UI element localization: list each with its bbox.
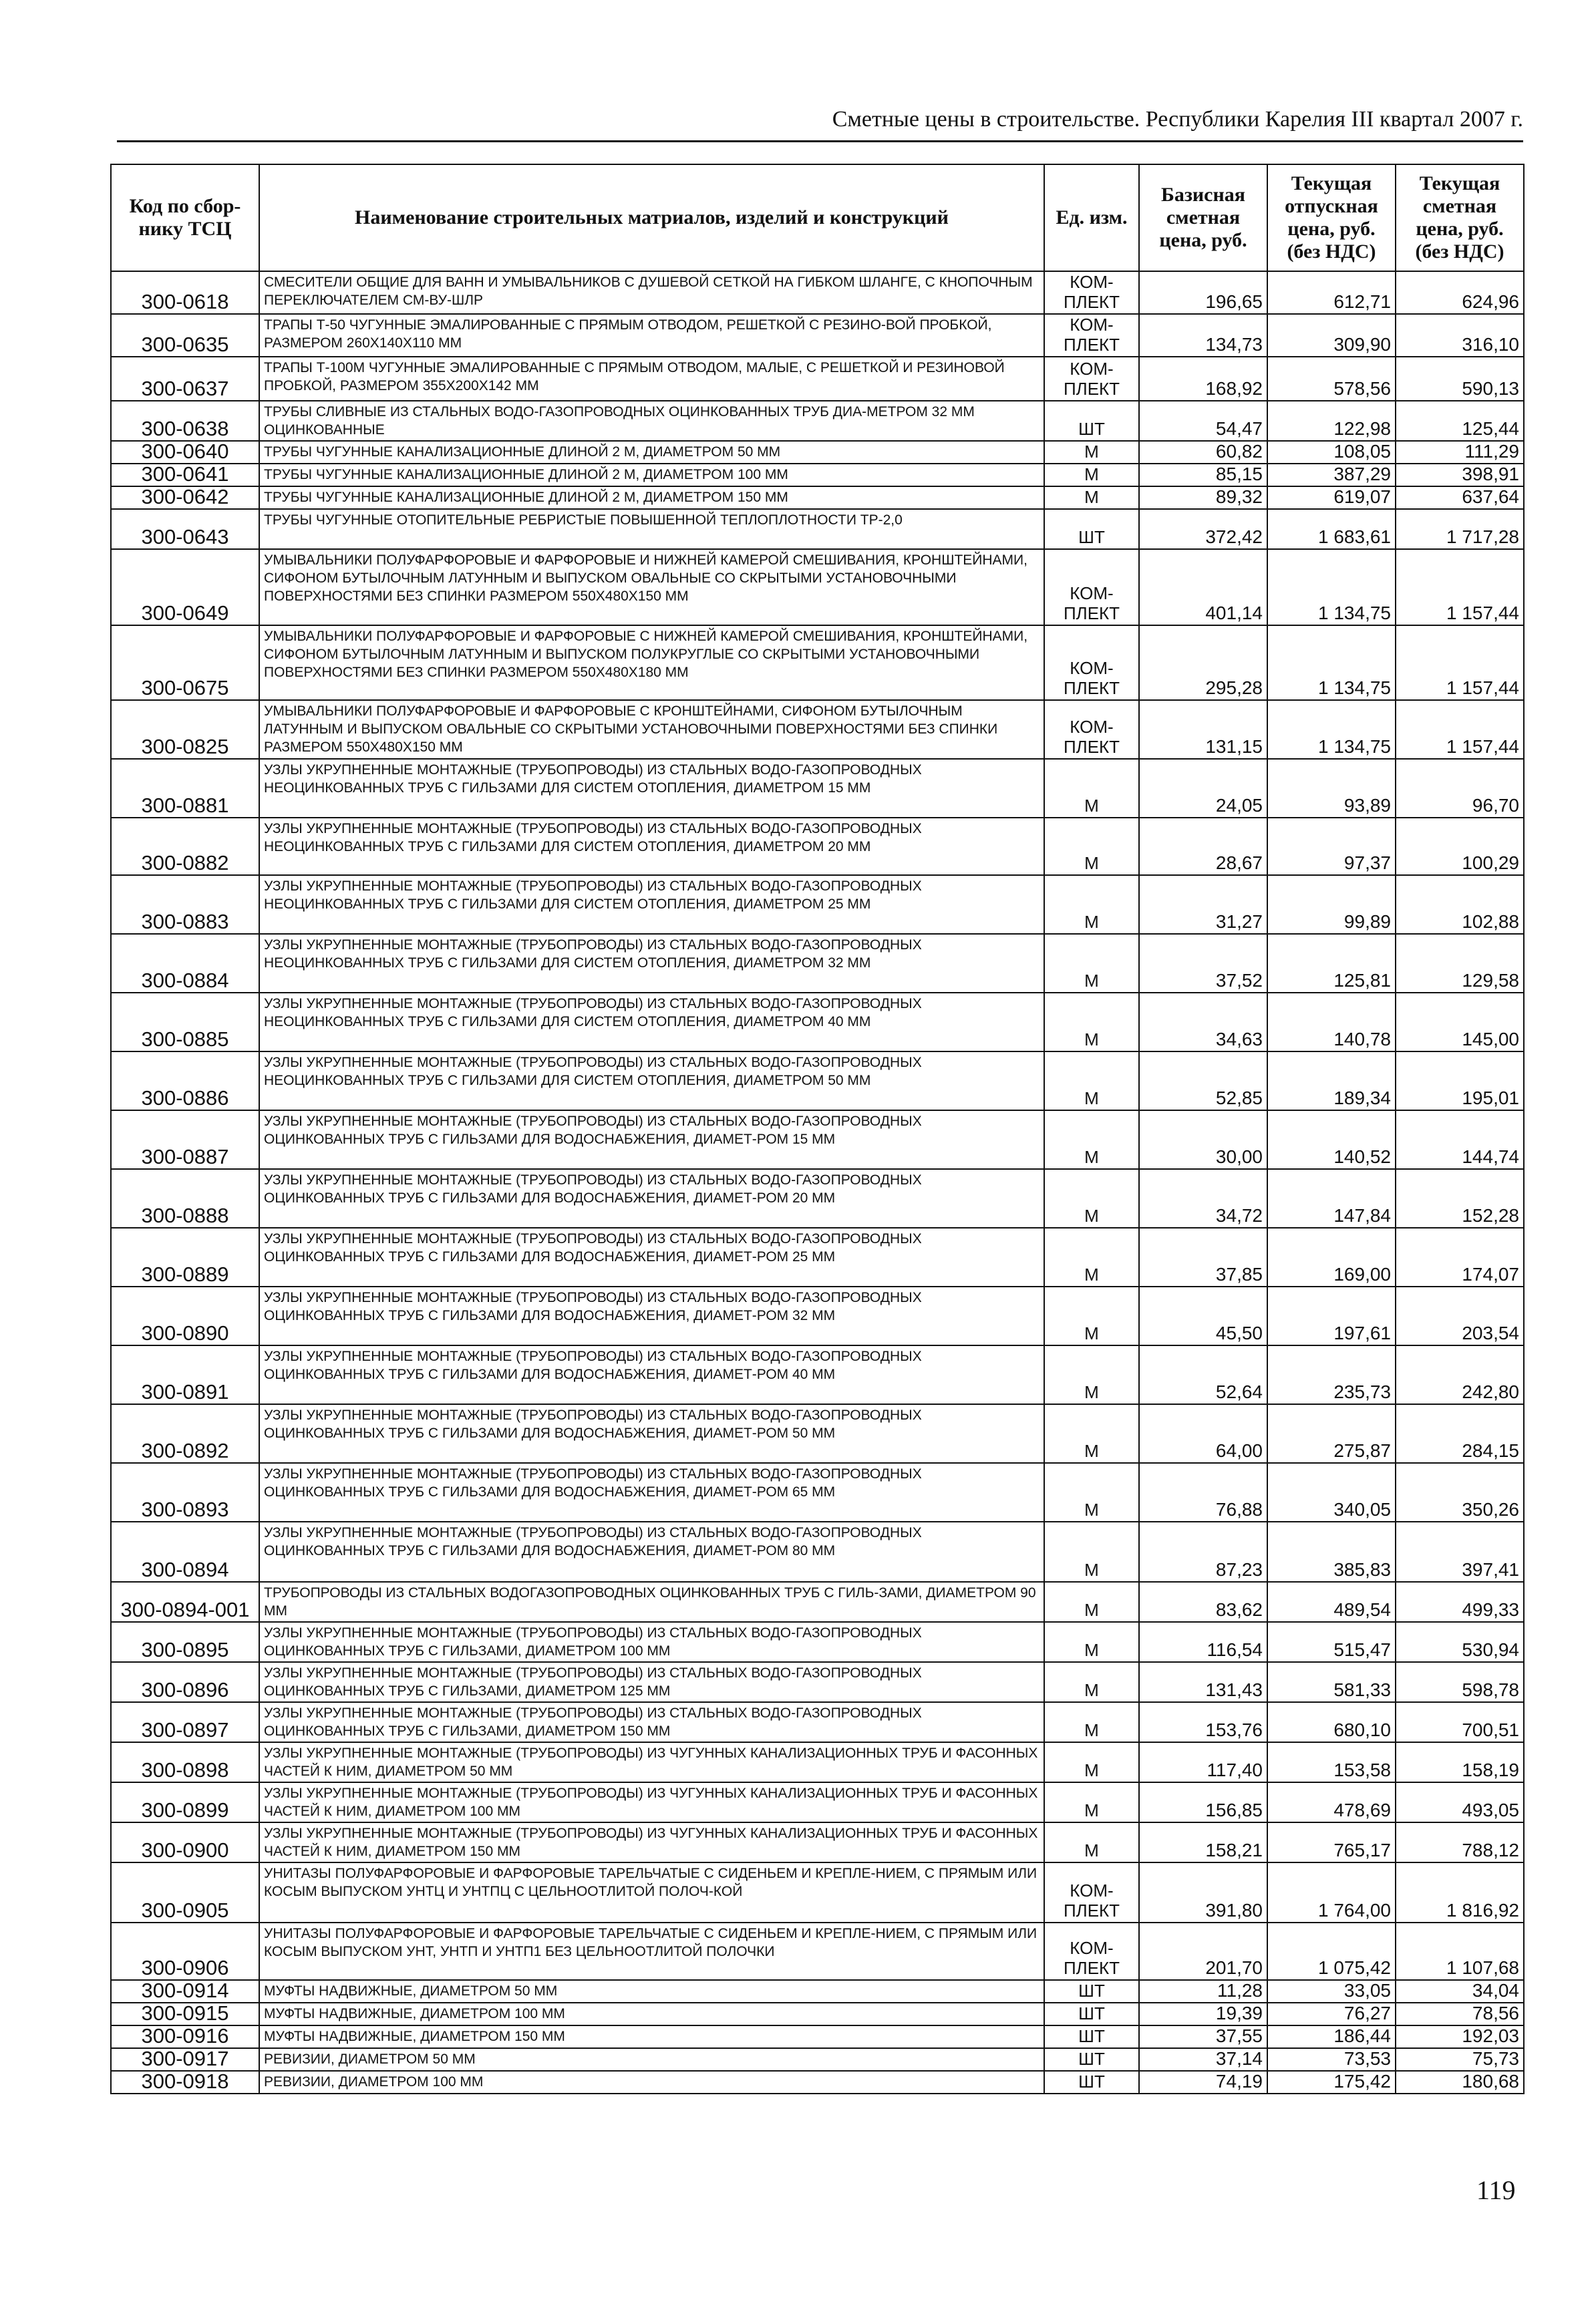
column-header-estimate-price: Текущая сметная цена, руб. (без НДС) (1396, 164, 1524, 271)
item-unit: М (1044, 1463, 1139, 1522)
item-release-price: 108,05 (1267, 441, 1396, 464)
item-name: РЕВИЗИИ, ДИАМЕТРОМ 100 ММ (259, 2071, 1044, 2094)
item-estimate-price: 1 157,44 (1396, 700, 1524, 759)
item-code: 300-0890 (111, 1287, 259, 1345)
item-code: 300-0894-001 (111, 1582, 259, 1622)
item-code: 300-0883 (111, 875, 259, 934)
item-name: ТРУБЫ ЧУГУННЫЕ КАНАЛИЗАЦИОННЫЕ ДЛИНОЙ 2 М, ДИАМЕТРОМ 100 ММ (259, 464, 1044, 486)
column-header-base-price: Базисная сметная цена, руб. (1139, 164, 1267, 271)
item-estimate-price: 102,88 (1396, 875, 1524, 934)
table-row (111, 1228, 1524, 1287)
item-estimate-price: 129,58 (1396, 934, 1524, 993)
item-code: 300-0905 (111, 1862, 259, 1923)
column-header-code: Код по сбор-нику ТСЦ (111, 164, 259, 271)
table-row (111, 1404, 1524, 1463)
item-release-price: 515,47 (1267, 1622, 1396, 1662)
header-divider (117, 140, 1523, 142)
item-estimate-price: 398,91 (1396, 464, 1524, 486)
item-unit: М (1044, 1110, 1139, 1169)
item-estimate-price: 75,73 (1396, 2048, 1524, 2071)
item-unit: ШТ (1044, 401, 1139, 441)
item-unit: М (1044, 993, 1139, 1051)
item-base-price: 391,80 (1139, 1862, 1267, 1923)
item-unit: КОМ-ПЛЕКТ (1044, 314, 1139, 357)
item-release-price: 340,05 (1267, 1463, 1396, 1522)
column-header-name: Наименование строительных матриалов, изделий и конструкций (259, 164, 1044, 271)
item-unit: КОМ-ПЛЕКТ (1044, 625, 1139, 700)
table-row (111, 2048, 1524, 2071)
item-release-price: 189,34 (1267, 1051, 1396, 1110)
table-row (111, 1742, 1524, 1782)
item-unit: КОМ-ПЛЕКТ (1044, 357, 1139, 401)
item-name: УЗЛЫ УКРУПНЕННЫЕ МОНТАЖНЫЕ (ТРУБОПРОВОДЫ) ИЗ ЧУГУННЫХ КАНАЛИЗАЦИОННЫХ ТРУБ И ФАСОННЫХ ЧАСТЕЙ К НИМ, ДИАМЕТРОМ 100 ММ (259, 1782, 1044, 1822)
item-release-price: 169,00 (1267, 1228, 1396, 1287)
item-estimate-price: 174,07 (1396, 1228, 1524, 1287)
item-code: 300-0640 (111, 441, 259, 464)
item-code: 300-0641 (111, 464, 259, 486)
table-row (111, 271, 1524, 314)
item-base-price: 24,05 (1139, 759, 1267, 818)
item-estimate-price: 284,15 (1396, 1404, 1524, 1463)
item-estimate-price: 1 717,28 (1396, 509, 1524, 549)
item-estimate-price: 203,54 (1396, 1287, 1524, 1345)
item-name: УНИТАЗЫ ПОЛУФАРФОРОВЫЕ И ФАРФОРОВЫЕ ТАРЕЛЬЧАТЫЕ С СИДЕНЬЕМ И КРЕПЛЕ-НИЕМ, С ПРЯМЫМ ИЛИ КОСЫМ ВЫПУСКОМ УНТ, УНТП И УНТП1 БЕЗ ЦЕЛЬНООТЛИТОЙ ПОЛОЧКИ (259, 1923, 1044, 1980)
item-code: 300-0896 (111, 1662, 259, 1702)
item-release-price: 478,69 (1267, 1782, 1396, 1822)
item-code: 300-0884 (111, 934, 259, 993)
item-unit: М (1044, 486, 1139, 509)
item-code: 300-0917 (111, 2048, 259, 2071)
item-base-price: 134,73 (1139, 314, 1267, 357)
table-row (111, 700, 1524, 759)
item-base-price: 196,65 (1139, 271, 1267, 314)
item-estimate-price: 152,28 (1396, 1169, 1524, 1228)
item-name: УЗЛЫ УКРУПНЕННЫЕ МОНТАЖНЫЕ (ТРУБОПРОВОДЫ) ИЗ СТАЛЬНЫХ ВОДО-ГАЗОПРОВОДНЫХ ОЦИНКОВАННЫХ ТРУБ С ГИЛЬЗАМИ ДЛЯ ВОДОСНАБЖЕНИЯ, ДИАМЕТ-РОМ 50 ММ (259, 1404, 1044, 1463)
item-release-price: 1 683,61 (1267, 509, 1396, 549)
item-base-price: 76,88 (1139, 1463, 1267, 1522)
item-base-price: 153,76 (1139, 1702, 1267, 1742)
table-row (111, 1345, 1524, 1404)
item-name: УНИТАЗЫ ПОЛУФАРФОРОВЫЕ И ФАРФОРОВЫЕ ТАРЕЛЬЧАТЫЕ С СИДЕНЬЕМ И КРЕПЛЕ-НИЕМ, С ПРЯМЫМ ИЛИ КОСЫМ ВЫПУСКОМ УНТЦ И УНТПЦ С ЦЕЛЬНООТЛИТОЙ ПОЛОЧ-КОЙ (259, 1862, 1044, 1923)
item-release-price: 122,98 (1267, 401, 1396, 441)
item-estimate-price: 499,33 (1396, 1582, 1524, 1622)
item-name: ТРУБЫ ЧУГУННЫЕ КАНАЛИЗАЦИОННЫЕ ДЛИНОЙ 2 М, ДИАМЕТРОМ 50 ММ (259, 441, 1044, 464)
item-name: УМЫВАЛЬНИКИ ПОЛУФАРФОРОВЫЕ И ФАРФОРОВЫЕ С КРОНШТЕЙНАМИ, СИФОНОМ БУТЫЛОЧНЫМ ЛАТУННЫМ И ВЫПУСКОМ ОВАЛЬНЫЕ СО СКРЫТЫМИ УСТАНОВОЧНЫМИ ПОВЕРХНОСТЯМИ БЕЗ СПИНКИ РАЗМЕРОМ 550Х480Х150 ММ (259, 700, 1044, 759)
table-row (111, 549, 1524, 625)
item-estimate-price: 1 107,68 (1396, 1923, 1524, 1980)
item-name: ТРУБЫ ЧУГУННЫЕ ОТОПИТЕЛЬНЫЕ РЕБРИСТЫЕ ПОВЫШЕННОЙ ТЕПЛОПЛОТНОСТИ ТР-2,0 (259, 509, 1044, 549)
table-row (111, 509, 1524, 549)
table-row (111, 1110, 1524, 1169)
item-unit: М (1044, 1822, 1139, 1862)
item-release-price: 93,89 (1267, 759, 1396, 818)
item-estimate-price: 788,12 (1396, 1822, 1524, 1862)
item-release-price: 612,71 (1267, 271, 1396, 314)
item-estimate-price: 96,70 (1396, 759, 1524, 818)
item-code: 300-0885 (111, 993, 259, 1051)
item-estimate-price: 145,00 (1396, 993, 1524, 1051)
item-base-price: 31,27 (1139, 875, 1267, 934)
item-code: 300-0893 (111, 1463, 259, 1522)
item-base-price: 401,14 (1139, 549, 1267, 625)
item-unit: М (1044, 875, 1139, 934)
item-code: 300-0916 (111, 2025, 259, 2048)
item-estimate-price: 125,44 (1396, 401, 1524, 441)
item-estimate-price: 144,74 (1396, 1110, 1524, 1169)
table-row (111, 1662, 1524, 1702)
item-name: УЗЛЫ УКРУПНЕННЫЕ МОНТАЖНЫЕ (ТРУБОПРОВОДЫ) ИЗ СТАЛЬНЫХ ВОДО-ГАЗОПРОВОДНЫХ НЕОЦИНКОВАННЫХ ТРУБ С ГИЛЬЗАМИ ДЛЯ СИСТЕМ ОТОПЛЕНИЯ, ДИАМЕТРОМ 25 ММ (259, 875, 1044, 934)
item-base-price: 37,52 (1139, 934, 1267, 993)
item-name: МУФТЫ НАДВИЖНЫЕ, ДИАМЕТРОМ 50 ММ (259, 1980, 1044, 2003)
item-release-price: 73,53 (1267, 2048, 1396, 2071)
item-estimate-price: 1 816,92 (1396, 1862, 1524, 1923)
item-name: УЗЛЫ УКРУПНЕННЫЕ МОНТАЖНЫЕ (ТРУБОПРОВОДЫ) ИЗ СТАЛЬНЫХ ВОДО-ГАЗОПРОВОДНЫХ ОЦИНКОВАННЫХ ТРУБ С ГИЛЬЗАМИ, ДИАМЕТРОМ 125 ММ (259, 1662, 1044, 1702)
item-estimate-price: 195,01 (1396, 1051, 1524, 1110)
item-estimate-price: 180,68 (1396, 2071, 1524, 2094)
table-row (111, 1582, 1524, 1622)
item-release-price: 619,07 (1267, 486, 1396, 509)
table-row (111, 1522, 1524, 1582)
item-unit: ШТ (1044, 2025, 1139, 2048)
item-code: 300-0889 (111, 1228, 259, 1287)
item-code: 300-0898 (111, 1742, 259, 1782)
item-release-price: 1 134,75 (1267, 625, 1396, 700)
item-base-price: 52,85 (1139, 1051, 1267, 1110)
item-estimate-price: 598,78 (1396, 1662, 1524, 1702)
item-base-price: 52,64 (1139, 1345, 1267, 1404)
table-row (111, 464, 1524, 486)
item-unit: М (1044, 1522, 1139, 1582)
item-unit: М (1044, 1051, 1139, 1110)
item-release-price: 387,29 (1267, 464, 1396, 486)
item-unit: М (1044, 1702, 1139, 1742)
item-code: 300-0635 (111, 314, 259, 357)
item-release-price: 153,58 (1267, 1742, 1396, 1782)
item-unit: КОМ-ПЛЕКТ (1044, 271, 1139, 314)
item-name: ТРУБЫ ЧУГУННЫЕ КАНАЛИЗАЦИОННЫЕ ДЛИНОЙ 2 М, ДИАМЕТРОМ 150 ММ (259, 486, 1044, 509)
item-base-price: 28,67 (1139, 818, 1267, 875)
item-estimate-price: 350,26 (1396, 1463, 1524, 1522)
item-release-price: 309,90 (1267, 314, 1396, 357)
item-base-price: 34,72 (1139, 1169, 1267, 1228)
item-base-price: 131,43 (1139, 1662, 1267, 1702)
item-code: 300-0825 (111, 700, 259, 759)
item-base-price: 45,50 (1139, 1287, 1267, 1345)
table-row (111, 1622, 1524, 1662)
item-estimate-price: 34,04 (1396, 1980, 1524, 2003)
item-estimate-price: 493,05 (1396, 1782, 1524, 1822)
item-code: 300-0899 (111, 1782, 259, 1822)
item-release-price: 33,05 (1267, 1980, 1396, 2003)
item-base-price: 85,15 (1139, 464, 1267, 486)
item-base-price: 83,62 (1139, 1582, 1267, 1622)
item-name: УЗЛЫ УКРУПНЕННЫЕ МОНТАЖНЫЕ (ТРУБОПРОВОДЫ) ИЗ СТАЛЬНЫХ ВОДО-ГАЗОПРОВОДНЫХ НЕОЦИНКОВАННЫХ ТРУБ С ГИЛЬЗАМИ ДЛЯ СИСТЕМ ОТОПЛЕНИЯ, ДИАМЕТРОМ 20 ММ (259, 818, 1044, 875)
item-base-price: 168,92 (1139, 357, 1267, 401)
price-table (110, 164, 1525, 2094)
item-estimate-price: 1 157,44 (1396, 625, 1524, 700)
item-code: 300-0900 (111, 1822, 259, 1862)
item-release-price: 1 764,00 (1267, 1862, 1396, 1923)
item-base-price: 19,39 (1139, 2003, 1267, 2025)
item-release-price: 235,73 (1267, 1345, 1396, 1404)
item-name: УЗЛЫ УКРУПНЕННЫЕ МОНТАЖНЫЕ (ТРУБОПРОВОДЫ) ИЗ СТАЛЬНЫХ ВОДО-ГАЗОПРОВОДНЫХ НЕОЦИНКОВАННЫХ ТРУБ С ГИЛЬЗАМИ ДЛЯ СИСТЕМ ОТОПЛЕНИЯ, ДИАМЕТРОМ 50 ММ (259, 1051, 1044, 1110)
item-release-price: 97,37 (1267, 818, 1396, 875)
item-release-price: 175,42 (1267, 2071, 1396, 2094)
item-release-price: 385,83 (1267, 1522, 1396, 1582)
table-row (111, 1923, 1524, 1980)
item-unit: ШТ (1044, 509, 1139, 549)
item-release-price: 489,54 (1267, 1582, 1396, 1622)
item-name: МУФТЫ НАДВИЖНЫЕ, ДИАМЕТРОМ 150 ММ (259, 2025, 1044, 2048)
table-row (111, 1169, 1524, 1228)
table-row (111, 1287, 1524, 1345)
item-release-price: 1 134,75 (1267, 549, 1396, 625)
item-base-price: 37,85 (1139, 1228, 1267, 1287)
item-name: УЗЛЫ УКРУПНЕННЫЕ МОНТАЖНЫЕ (ТРУБОПРОВОДЫ) ИЗ СТАЛЬНЫХ ВОДО-ГАЗОПРОВОДНЫХ ОЦИНКОВАННЫХ ТРУБ С ГИЛЬЗАМИ ДЛЯ ВОДОСНАБЖЕНИЯ, ДИАМЕТ-РОМ 65 ММ (259, 1463, 1044, 1522)
item-release-price: 186,44 (1267, 2025, 1396, 2048)
table-row (111, 1702, 1524, 1742)
item-release-price: 1 075,42 (1267, 1923, 1396, 1980)
table-row (111, 441, 1524, 464)
item-name: УМЫВАЛЬНИКИ ПОЛУФАРФОРОВЫЕ И ФАРФОРОВЫЕ С НИЖНЕЙ КАМЕРОЙ СМЕШИВАНИЯ, КРОНШТЕЙНАМИ, СИФОНОМ БУТЫЛОЧНЫМ ЛАТУННЫМ И ВЫПУСКОМ ПОЛУКРУГЛЫЕ СО СКРЫТЫМИ УСТАНОВОЧНЫМИ ПОВЕРХНОСТЯМИ БЕЗ СПИНКИ РАЗМЕРОМ 550Х480Х180 ММ (259, 625, 1044, 700)
item-code: 300-0894 (111, 1522, 259, 1582)
item-unit: М (1044, 1228, 1139, 1287)
item-unit: ШТ (1044, 2071, 1139, 2094)
item-name: УЗЛЫ УКРУПНЕННЫЕ МОНТАЖНЫЕ (ТРУБОПРОВОДЫ) ИЗ СТАЛЬНЫХ ВОДО-ГАЗОПРОВОДНЫХ НЕОЦИНКОВАННЫХ ТРУБ С ГИЛЬЗАМИ ДЛЯ СИСТЕМ ОТОПЛЕНИЯ, ДИАМЕТРОМ 40 ММ (259, 993, 1044, 1051)
item-unit: М (1044, 818, 1139, 875)
table-row (111, 934, 1524, 993)
item-estimate-price: 624,96 (1396, 271, 1524, 314)
item-code: 300-0618 (111, 271, 259, 314)
item-code: 300-0906 (111, 1923, 259, 1980)
table-row (111, 625, 1524, 700)
item-unit: М (1044, 1287, 1139, 1345)
item-base-price: 372,42 (1139, 509, 1267, 549)
item-unit: М (1044, 1742, 1139, 1782)
item-base-price: 158,21 (1139, 1822, 1267, 1862)
item-name: ТРУБОПРОВОДЫ ИЗ СТАЛЬНЫХ ВОДОГАЗОПРОВОДНЫХ ОЦИНКОВАННЫХ ТРУБ С ГИЛЬ-ЗАМИ, ДИАМЕТРОМ 90 ММ (259, 1582, 1044, 1622)
table-row (111, 993, 1524, 1051)
item-unit: М (1044, 1622, 1139, 1662)
item-release-price: 147,84 (1267, 1169, 1396, 1228)
page-header-title: Сметные цены в строительстве. Республики Карелия III квартал 2007 г. (832, 107, 1523, 132)
table-row (111, 486, 1524, 509)
item-unit: ШТ (1044, 1980, 1139, 2003)
item-estimate-price: 590,13 (1396, 357, 1524, 401)
item-name: ТРУБЫ СЛИВНЫЕ ИЗ СТАЛЬНЫХ ВОДО-ГАЗОПРОВОДНЫХ ОЦИНКОВАННЫХ ТРУБ ДИА-МЕТРОМ 32 ММ ОЦИНКОВАННЫЕ (259, 401, 1044, 441)
item-release-price: 1 134,75 (1267, 700, 1396, 759)
item-release-price: 99,89 (1267, 875, 1396, 934)
item-base-price: 295,28 (1139, 625, 1267, 700)
item-base-price: 116,54 (1139, 1622, 1267, 1662)
item-base-price: 131,15 (1139, 700, 1267, 759)
table-row (111, 875, 1524, 934)
item-unit: М (1044, 1782, 1139, 1822)
item-base-price: 64,00 (1139, 1404, 1267, 1463)
item-name: РЕВИЗИИ, ДИАМЕТРОМ 50 ММ (259, 2048, 1044, 2071)
item-code: 300-0675 (111, 625, 259, 700)
item-estimate-price: 100,29 (1396, 818, 1524, 875)
table-header-row (111, 164, 1524, 271)
item-code: 300-0887 (111, 1110, 259, 1169)
item-unit: М (1044, 441, 1139, 464)
item-code: 300-0895 (111, 1622, 259, 1662)
item-unit: М (1044, 1662, 1139, 1702)
item-code: 300-0888 (111, 1169, 259, 1228)
item-estimate-price: 192,03 (1396, 2025, 1524, 2048)
item-estimate-price: 637,64 (1396, 486, 1524, 509)
item-base-price: 201,70 (1139, 1923, 1267, 1980)
item-name: УЗЛЫ УКРУПНЕННЫЕ МОНТАЖНЫЕ (ТРУБОПРОВОДЫ) ИЗ СТАЛЬНЫХ ВОДО-ГАЗОПРОВОДНЫХ НЕОЦИНКОВАННЫХ ТРУБ С ГИЛЬЗАМИ ДЛЯ СИСТЕМ ОТОПЛЕНИЯ, ДИАМЕТРОМ 15 ММ (259, 759, 1044, 818)
item-unit: КОМ-ПЛЕКТ (1044, 1862, 1139, 1923)
item-base-price: 74,19 (1139, 2071, 1267, 2094)
item-name: УЗЛЫ УКРУПНЕННЫЕ МОНТАЖНЫЕ (ТРУБОПРОВОДЫ) ИЗ СТАЛЬНЫХ ВОДО-ГАЗОПРОВОДНЫХ ОЦИНКОВАННЫХ ТРУБ С ГИЛЬЗАМИ ДЛЯ ВОДОСНАБЖЕНИЯ, ДИАМЕТ-РОМ 40 ММ (259, 1345, 1044, 1404)
item-code: 300-0881 (111, 759, 259, 818)
item-name: ТРАПЫ Т-100М ЧУГУННЫЕ ЭМАЛИРОВАННЫЕ С ПРЯМЫМ ОТВОДОМ, МАЛЫЕ, С РЕШЕТКОЙ И РЕЗИНОВОЙ ПРОБКОЙ, РАЗМЕРОМ 355Х200Х142 ММ (259, 357, 1044, 401)
item-release-price: 765,17 (1267, 1822, 1396, 1862)
item-release-price: 581,33 (1267, 1662, 1396, 1702)
item-code: 300-0897 (111, 1702, 259, 1742)
page-number: 119 (1476, 2175, 1516, 2205)
item-release-price: 275,87 (1267, 1404, 1396, 1463)
item-code: 300-0886 (111, 1051, 259, 1110)
item-name: УЗЛЫ УКРУПНЕННЫЕ МОНТАЖНЫЕ (ТРУБОПРОВОДЫ) ИЗ СТАЛЬНЫХ ВОДО-ГАЗОПРОВОДНЫХ ОЦИНКОВАННЫХ ТРУБ С ГИЛЬЗАМИ, ДИАМЕТРОМ 100 ММ (259, 1622, 1044, 1662)
table-row (111, 818, 1524, 875)
item-release-price: 680,10 (1267, 1702, 1396, 1742)
item-name: МУФТЫ НАДВИЖНЫЕ, ДИАМЕТРОМ 100 ММ (259, 2003, 1044, 2025)
table-row (111, 2003, 1524, 2025)
item-code: 300-0918 (111, 2071, 259, 2094)
item-release-price: 125,81 (1267, 934, 1396, 993)
item-code: 300-0891 (111, 1345, 259, 1404)
item-name: УМЫВАЛЬНИКИ ПОЛУФАРФОРОВЫЕ И ФАРФОРОВЫЕ И НИЖНЕЙ КАМЕРОЙ СМЕШИВАНИЯ, КРОНШТЕЙНАМИ, СИФОНОМ БУТЫЛОЧНЫМ ЛАТУННЫМ И ВЫПУСКОМ ОВАЛЬНЫЕ СО СКРЫТЫМИ УСТАНОВОЧНЫМИ ПОВЕРХНОСТЯМИ БЕЗ СПИНКИ РАЗМЕРОМ 550Х480Х150 ММ (259, 549, 1044, 625)
item-unit: ШТ (1044, 2003, 1139, 2025)
item-unit: М (1044, 759, 1139, 818)
item-estimate-price: 316,10 (1396, 314, 1524, 357)
item-name: УЗЛЫ УКРУПНЕННЫЕ МОНТАЖНЫЕ (ТРУБОПРОВОДЫ) ИЗ СТАЛЬНЫХ ВОДО-ГАЗОПРОВОДНЫХ ОЦИНКОВАННЫХ ТРУБ С ГИЛЬЗАМИ ДЛЯ ВОДОСНАБЖЕНИЯ, ДИАМЕТ-РОМ 15 ММ (259, 1110, 1044, 1169)
item-code: 300-0915 (111, 2003, 259, 2025)
item-base-price: 37,14 (1139, 2048, 1267, 2071)
item-release-price: 140,52 (1267, 1110, 1396, 1169)
item-unit: М (1044, 1169, 1139, 1228)
item-name: УЗЛЫ УКРУПНЕННЫЕ МОНТАЖНЫЕ (ТРУБОПРОВОДЫ) ИЗ ЧУГУННЫХ КАНАЛИЗАЦИОННЫХ ТРУБ И ФАСОННЫХ ЧАСТЕЙ К НИМ, ДИАМЕТРОМ 150 ММ (259, 1822, 1044, 1862)
table-row (111, 1782, 1524, 1822)
table-row (111, 759, 1524, 818)
item-unit: М (1044, 1345, 1139, 1404)
item-estimate-price: 242,80 (1396, 1345, 1524, 1404)
table-row (111, 2025, 1524, 2048)
item-unit: КОМ-ПЛЕКТ (1044, 700, 1139, 759)
item-unit: КОМ-ПЛЕКТ (1044, 549, 1139, 625)
item-name: УЗЛЫ УКРУПНЕННЫЕ МОНТАЖНЫЕ (ТРУБОПРОВОДЫ) ИЗ ЧУГУННЫХ КАНАЛИЗАЦИОННЫХ ТРУБ И ФАСОННЫХ ЧАСТЕЙ К НИМ, ДИАМЕТРОМ 50 ММ (259, 1742, 1044, 1782)
item-name: УЗЛЫ УКРУПНЕННЫЕ МОНТАЖНЫЕ (ТРУБОПРОВОДЫ) ИЗ СТАЛЬНЫХ ВОДО-ГАЗОПРОВОДНЫХ ОЦИНКОВАННЫХ ТРУБ С ГИЛЬЗАМИ, ДИАМЕТРОМ 150 ММ (259, 1702, 1044, 1742)
item-name: ТРАПЫ Т-50 ЧУГУННЫЕ ЭМАЛИРОВАННЫЕ С ПРЯМЫМ ОТВОДОМ, РЕШЕТКОЙ С РЕЗИНО-ВОЙ ПРОБКОЙ, РАЗМЕРОМ 260Х140Х110 ММ (259, 314, 1044, 357)
item-release-price: 197,61 (1267, 1287, 1396, 1345)
item-base-price: 34,63 (1139, 993, 1267, 1051)
table-row (111, 314, 1524, 357)
item-unit: М (1044, 1582, 1139, 1622)
item-estimate-price: 158,19 (1396, 1742, 1524, 1782)
table-row (111, 1862, 1524, 1923)
item-base-price: 89,32 (1139, 486, 1267, 509)
table-row (111, 1051, 1524, 1110)
item-base-price: 156,85 (1139, 1782, 1267, 1822)
table-row (111, 401, 1524, 441)
item-estimate-price: 397,41 (1396, 1522, 1524, 1582)
item-code: 300-0643 (111, 509, 259, 549)
item-unit: М (1044, 934, 1139, 993)
item-estimate-price: 111,29 (1396, 441, 1524, 464)
table-body (111, 271, 1524, 2094)
item-estimate-price: 530,94 (1396, 1622, 1524, 1662)
item-name: УЗЛЫ УКРУПНЕННЫЕ МОНТАЖНЫЕ (ТРУБОПРОВОДЫ) ИЗ СТАЛЬНЫХ ВОДО-ГАЗОПРОВОДНЫХ ОЦИНКОВАННЫХ ТРУБ С ГИЛЬЗАМИ ДЛЯ ВОДОСНАБЖЕНИЯ, ДИАМЕТ-РОМ 32 ММ (259, 1287, 1044, 1345)
item-name: УЗЛЫ УКРУПНЕННЫЕ МОНТАЖНЫЕ (ТРУБОПРОВОДЫ) ИЗ СТАЛЬНЫХ ВОДО-ГАЗОПРОВОДНЫХ ОЦИНКОВАННЫХ ТРУБ С ГИЛЬЗАМИ ДЛЯ ВОДОСНАБЖЕНИЯ, ДИАМЕТ-РОМ 80 ММ (259, 1522, 1044, 1582)
item-code: 300-0882 (111, 818, 259, 875)
item-base-price: 87,23 (1139, 1522, 1267, 1582)
item-code: 300-0914 (111, 1980, 259, 2003)
item-release-price: 578,56 (1267, 357, 1396, 401)
item-release-price: 76,27 (1267, 2003, 1396, 2025)
item-unit: М (1044, 464, 1139, 486)
table-row (111, 357, 1524, 401)
table-row (111, 1463, 1524, 1522)
item-release-price: 140,78 (1267, 993, 1396, 1051)
item-estimate-price: 78,56 (1396, 2003, 1524, 2025)
item-estimate-price: 1 157,44 (1396, 549, 1524, 625)
item-code: 300-0892 (111, 1404, 259, 1463)
item-base-price: 54,47 (1139, 401, 1267, 441)
item-code: 300-0638 (111, 401, 259, 441)
table-row (111, 2071, 1524, 2094)
item-base-price: 60,82 (1139, 441, 1267, 464)
item-base-price: 117,40 (1139, 1742, 1267, 1782)
item-code: 300-0637 (111, 357, 259, 401)
item-base-price: 11,28 (1139, 1980, 1267, 2003)
column-header-unit: Ед. изм. (1044, 164, 1139, 271)
item-unit: ШТ (1044, 2048, 1139, 2071)
item-code: 300-0649 (111, 549, 259, 625)
table-row (111, 1980, 1524, 2003)
item-unit: М (1044, 1404, 1139, 1463)
table-row (111, 1822, 1524, 1862)
item-name: УЗЛЫ УКРУПНЕННЫЕ МОНТАЖНЫЕ (ТРУБОПРОВОДЫ) ИЗ СТАЛЬНЫХ ВОДО-ГАЗОПРОВОДНЫХ ОЦИНКОВАННЫХ ТРУБ С ГИЛЬЗАМИ ДЛЯ ВОДОСНАБЖЕНИЯ, ДИАМЕТ-РОМ 20 ММ (259, 1169, 1044, 1228)
item-estimate-price: 700,51 (1396, 1702, 1524, 1742)
item-base-price: 37,55 (1139, 2025, 1267, 2048)
item-name: УЗЛЫ УКРУПНЕННЫЕ МОНТАЖНЫЕ (ТРУБОПРОВОДЫ) ИЗ СТАЛЬНЫХ ВОДО-ГАЗОПРОВОДНЫХ ОЦИНКОВАННЫХ ТРУБ С ГИЛЬЗАМИ ДЛЯ ВОДОСНАБЖЕНИЯ, ДИАМЕТ-РОМ 25 ММ (259, 1228, 1044, 1287)
item-base-price: 30,00 (1139, 1110, 1267, 1169)
item-unit: КОМ-ПЛЕКТ (1044, 1923, 1139, 1980)
column-header-release-price: Текущая отпускная цена, руб. (без НДС) (1267, 164, 1396, 271)
item-name: СМЕСИТЕЛИ ОБЩИЕ ДЛЯ ВАНН И УМЫВАЛЬНИКОВ С ДУШЕВОЙ СЕТКОЙ НА ГИБКОМ ШЛАНГЕ, С КНОПОЧНЫМ ПЕРЕКЛЮЧАТЕЛЕМ СМ-ВУ-ШЛР (259, 271, 1044, 314)
item-name: УЗЛЫ УКРУПНЕННЫЕ МОНТАЖНЫЕ (ТРУБОПРОВОДЫ) ИЗ СТАЛЬНЫХ ВОДО-ГАЗОПРОВОДНЫХ НЕОЦИНКОВАННЫХ ТРУБ С ГИЛЬЗАМИ ДЛЯ СИСТЕМ ОТОПЛЕНИЯ, ДИАМЕТРОМ 32 ММ (259, 934, 1044, 993)
item-code: 300-0642 (111, 486, 259, 509)
